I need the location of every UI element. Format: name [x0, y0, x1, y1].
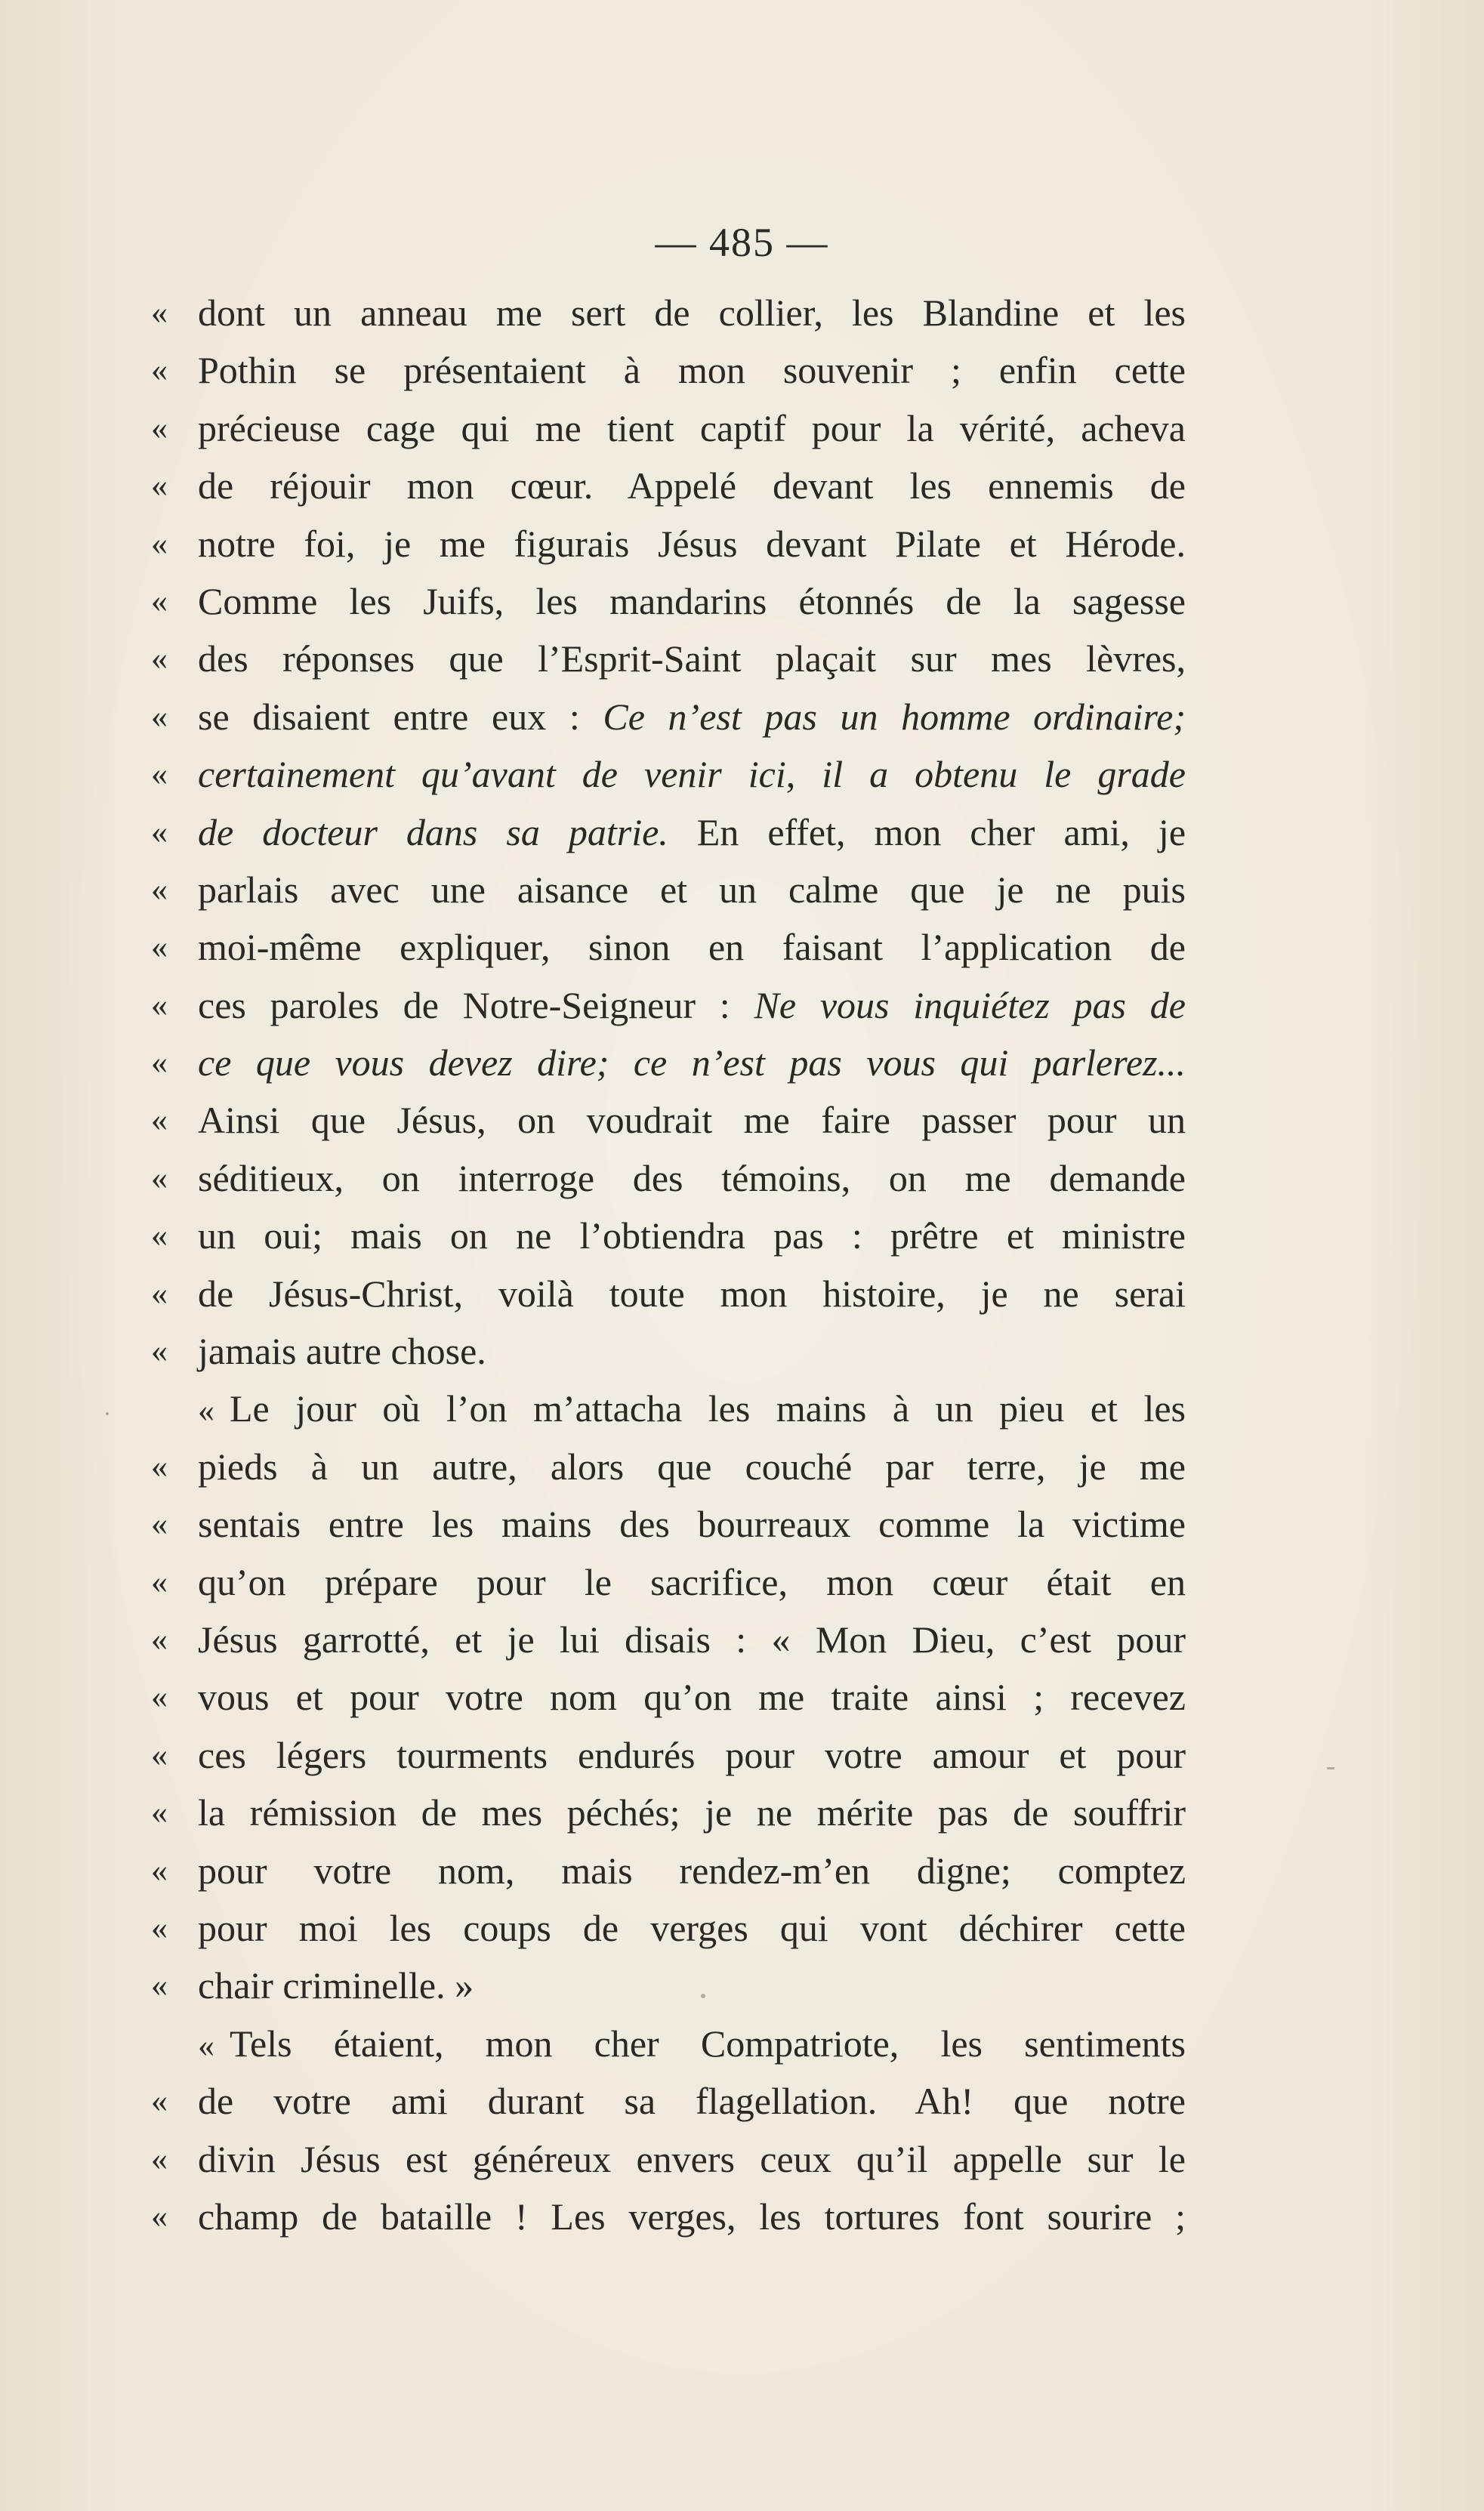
text-line — [151, 745, 1186, 803]
guillemet-mark: « — [151, 294, 168, 331]
text-line — [151, 515, 1186, 572]
line-text — [198, 2072, 1186, 2130]
text-segment: précieuse cage qui me tient captif pour la vérité, acheva — [198, 406, 1186, 449]
text-line — [151, 2130, 1186, 2188]
line-text — [198, 1899, 1186, 1957]
guillemet-mark: « — [151, 409, 168, 446]
text-segment: champ de bataille ! Les verges, les tortures font sourire ; — [198, 2195, 1186, 2238]
text-line — [151, 1668, 1186, 1726]
text-segment: chair criminelle. » — [198, 1964, 474, 2007]
guillemet-mark: « — [151, 813, 168, 850]
line-text — [198, 1957, 1186, 2014]
text-segment: jamais autre chose. — [198, 1330, 486, 1373]
line-text — [198, 1726, 1186, 1784]
text-line — [151, 1380, 1186, 1437]
text-segment: de réjouir mon cœur. Appelé devant les ennemis de — [198, 464, 1186, 507]
text-line — [151, 457, 1186, 514]
text-line — [151, 1726, 1186, 1784]
guillemet-mark: « — [151, 1044, 168, 1081]
text-segment: notre foi, je me figurais Jésus devant Pilate et Hérode. — [198, 522, 1186, 565]
text-segment: ces paroles de Notre-Seigneur : — [198, 983, 754, 1026]
text-line — [151, 1265, 1186, 1322]
line-text — [198, 1265, 1186, 1322]
text-line — [151, 572, 1186, 630]
guillemet-mark: « — [151, 581, 168, 619]
line-text — [198, 2015, 1186, 2075]
text-segment: parlais avec une aisance et un calme que je ne puis — [198, 868, 1186, 911]
guillemet-mark: « — [151, 1908, 168, 1946]
line-text — [198, 2188, 1186, 2245]
line-text — [198, 745, 1186, 803]
guillemet-mark: « — [151, 1101, 168, 1139]
line-text — [198, 284, 1186, 341]
text-segment: ces légers tourments endurés pour votre amour et pour — [198, 1733, 1186, 1776]
guillemet-mark: « — [151, 1505, 168, 1543]
italic-text: il a obtenu le grade — [822, 753, 1186, 796]
line-text — [198, 572, 1186, 630]
text-line — [151, 1784, 1186, 1841]
text-line — [151, 1207, 1186, 1264]
text-segment: un oui; mais on ne l’obtiendra pas : prêtre et ministre — [198, 1214, 1186, 1257]
text-segment: séditieux, on interroge des témoins, on me demande — [198, 1156, 1186, 1199]
line-text — [198, 1842, 1186, 1899]
guillemet-mark: « — [151, 1851, 168, 1889]
text-line — [151, 918, 1186, 976]
text-segment: , — [785, 753, 822, 796]
text-line — [151, 1322, 1186, 1380]
text-line — [151, 1957, 1186, 2014]
guillemet-mark: « — [151, 2139, 168, 2177]
line-text — [198, 1034, 1186, 1091]
italic-text: certainement qu’avant de venir ici — [198, 753, 786, 796]
text-segment: Tels étaient, mon cher Compatriote, les sentiments — [230, 2022, 1186, 2065]
line-text — [198, 1149, 1186, 1207]
line-text — [198, 976, 1186, 1034]
text-line — [151, 2188, 1186, 2245]
text-segment: Le jour où l’on m’attacha les mains à un pieu et les — [230, 1387, 1186, 1430]
italic-text: de docteur dans sa patrie. — [198, 810, 668, 853]
paper-speck — [701, 1994, 705, 1998]
guillemet-mark: « — [151, 524, 168, 562]
text-line — [151, 688, 1186, 745]
guillemet-mark: « — [151, 1678, 168, 1716]
line-text — [198, 2130, 1186, 2188]
guillemet-mark: « — [151, 467, 168, 504]
line-text — [198, 688, 1186, 745]
guillemet-mark: « — [151, 1562, 168, 1600]
page-number: — 485 — — [655, 220, 829, 265]
guillemet-mark: « — [151, 1735, 168, 1773]
line-text — [198, 1091, 1186, 1149]
guillemet-mark: « — [151, 870, 168, 908]
guillemet-mark: « — [151, 1274, 168, 1312]
line-text — [198, 1438, 1186, 1495]
text-line — [151, 2072, 1186, 2130]
line-text — [198, 1380, 1186, 1439]
line-text — [198, 804, 1186, 861]
guillemet-mark: « — [151, 1217, 168, 1254]
text-line — [151, 2015, 1186, 2072]
paper-speck — [106, 1412, 109, 1415]
text-segment: Comme les Juifs, les mandarins étonnés de la sagesse — [198, 579, 1186, 622]
text-segment: pour moi les coups de verges qui vont déchirer cette — [198, 1906, 1186, 1949]
text-segment: sentais entre les mains des bourreaux comme la victime — [198, 1503, 1186, 1546]
text-segment: dont un anneau me sert de collier, les Blandine et les — [198, 292, 1186, 334]
line-text — [198, 1611, 1186, 1668]
text-line — [151, 1611, 1186, 1668]
guillemet-mark: « — [151, 986, 168, 1023]
line-text — [198, 457, 1186, 514]
text-line — [151, 1842, 1186, 1899]
text-line — [151, 1495, 1186, 1553]
text-segment: Jésus garrotté, et je lui disais : « Mon Dieu, c’est pour — [198, 1618, 1186, 1661]
line-text — [198, 399, 1186, 457]
guillemet-mark: « — [151, 1794, 168, 1831]
text-segment: Pothin se présentaient à mon souvenir ; enfin cette — [198, 349, 1186, 392]
guillemet-mark: « — [151, 697, 168, 735]
line-text — [198, 341, 1186, 399]
line-text — [198, 1207, 1186, 1264]
guillemet-mark: « — [151, 928, 168, 966]
line-text — [198, 861, 1186, 918]
line-text — [198, 1784, 1186, 1841]
italic-text: ce que vous devez dire; ce n’est pas vous qui parlerez... — [198, 1041, 1186, 1084]
body-text — [151, 284, 1186, 2245]
italic-text: Ne vous inquiétez pas de — [754, 983, 1186, 1026]
text-line — [151, 341, 1186, 399]
text-segment: la rémission de mes péchés; je ne mérite pas de souffrir — [198, 1791, 1186, 1834]
italic-text: Ce n’est pas un homme ordinaire; — [603, 695, 1186, 738]
text-segment: des réponses que l’Esprit-Saint plaçait sur mes lèvres, — [198, 637, 1186, 680]
text-line — [151, 399, 1186, 457]
text-line — [151, 976, 1186, 1034]
line-text — [198, 1553, 1186, 1611]
text-segment: moi-même expliquer, sinon en faisant l’application de — [198, 926, 1186, 969]
text-segment: de votre ami durant sa flagellation. Ah! que notre — [198, 2080, 1186, 2123]
text-segment: se disaient entre eux : — [198, 695, 603, 738]
line-text — [198, 1322, 1186, 1380]
text-line — [151, 1149, 1186, 1207]
line-text — [198, 630, 1186, 687]
text-segment: pieds à un autre, alors que couché par terre, je me — [198, 1445, 1186, 1488]
text-line — [151, 1091, 1186, 1149]
text-segment: qu’on prépare pour le sacrifice, mon cœur était en — [198, 1560, 1186, 1603]
text-line — [151, 630, 1186, 687]
text-segment: pour votre nom, mais rendez-m’en digne; comptez — [198, 1849, 1186, 1892]
paper-speck — [1327, 1767, 1334, 1769]
text-segment: Ainsi que Jésus, on voudrait me faire passer pour un — [198, 1099, 1186, 1142]
text-line — [151, 1438, 1186, 1495]
text-line — [151, 804, 1186, 861]
text-line — [151, 284, 1186, 341]
guillemet-mark: « — [151, 2082, 168, 2120]
guillemet-mark: « — [151, 755, 168, 793]
guillemet-mark: « — [151, 2197, 168, 2235]
guillemet-mark: « — [151, 640, 168, 677]
paragraph-guillemet: « — [198, 1392, 214, 1430]
text-line — [151, 1899, 1186, 1957]
text-line — [151, 1034, 1186, 1091]
guillemet-mark: « — [151, 1967, 168, 2004]
text-segment: de Jésus-Christ, voilà toute mon histoire, je ne serai — [198, 1272, 1186, 1315]
guillemet-mark: « — [151, 1158, 168, 1196]
text-segment: divin Jésus est généreux envers ceux qu’il appelle sur le — [198, 2137, 1186, 2180]
text-line — [151, 861, 1186, 918]
text-segment: vous et pour votre nom qu’on me traite ainsi ; recevez — [198, 1676, 1186, 1719]
text-segment: En effet, mon cher ami, je — [668, 810, 1186, 853]
line-text — [198, 515, 1186, 572]
guillemet-mark: « — [151, 1620, 168, 1658]
text-line — [151, 1553, 1186, 1611]
paragraph-guillemet: « — [198, 2026, 214, 2064]
guillemet-mark: « — [151, 1332, 168, 1370]
line-text — [198, 1495, 1186, 1553]
guillemet-mark: « — [151, 1447, 168, 1485]
line-text — [198, 918, 1186, 976]
line-text — [198, 1668, 1186, 1726]
guillemet-mark: « — [151, 351, 168, 389]
